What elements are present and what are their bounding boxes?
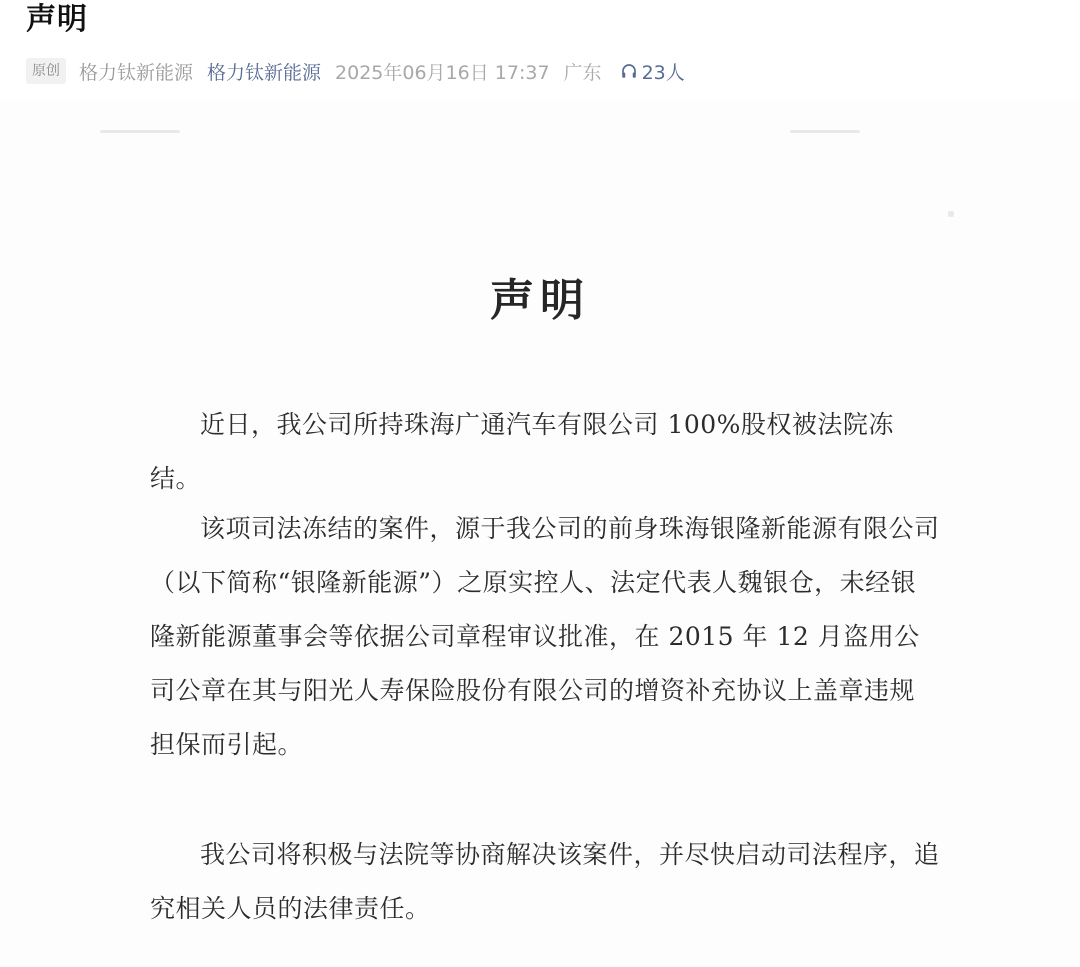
listen-button[interactable] xyxy=(620,58,685,85)
scan-speck xyxy=(790,130,860,133)
publish-location: 广东 xyxy=(563,61,602,84)
author-name: 格力钛新能源 xyxy=(79,61,194,84)
document-paragraph: 近日，我公司所持珠海广通汽车有限公司 100%股权被法院冻结。 xyxy=(150,410,894,493)
scan-speck xyxy=(100,130,180,133)
account-link[interactable]: 格力钛新能源 xyxy=(207,61,322,84)
headphones-icon xyxy=(620,62,638,80)
scan-speck xyxy=(948,211,954,217)
article-title: 声明 xyxy=(26,2,88,37)
document-title: 声明 xyxy=(490,275,590,326)
document-paragraph: 我公司将积极与法院等协商解决该案件，并尽快启动司法程序，追究相关人员的法律责任。 xyxy=(150,840,940,923)
article-meta xyxy=(26,56,685,86)
original-badge: 原创 xyxy=(26,58,66,84)
document-paragraph: 该项司法冻结的案件，源于我公司的前身珠海银隆新能源有限公司（以下简称“银隆新能源”）之原实控人、法定代表人魏银仓，未经银隆新能源董事会等依据公司章程审议批准，在 2015 年 12 月盗用公司公章在其与阳光人寿保险股份有限公司的增资补充协议上盖章违规担保而引起。 xyxy=(150,514,940,759)
publish-datetime: 2025年06月16日 17:37 xyxy=(335,61,550,84)
scanned-document-image xyxy=(0,100,1080,967)
listener-count: 23人 xyxy=(641,61,685,84)
